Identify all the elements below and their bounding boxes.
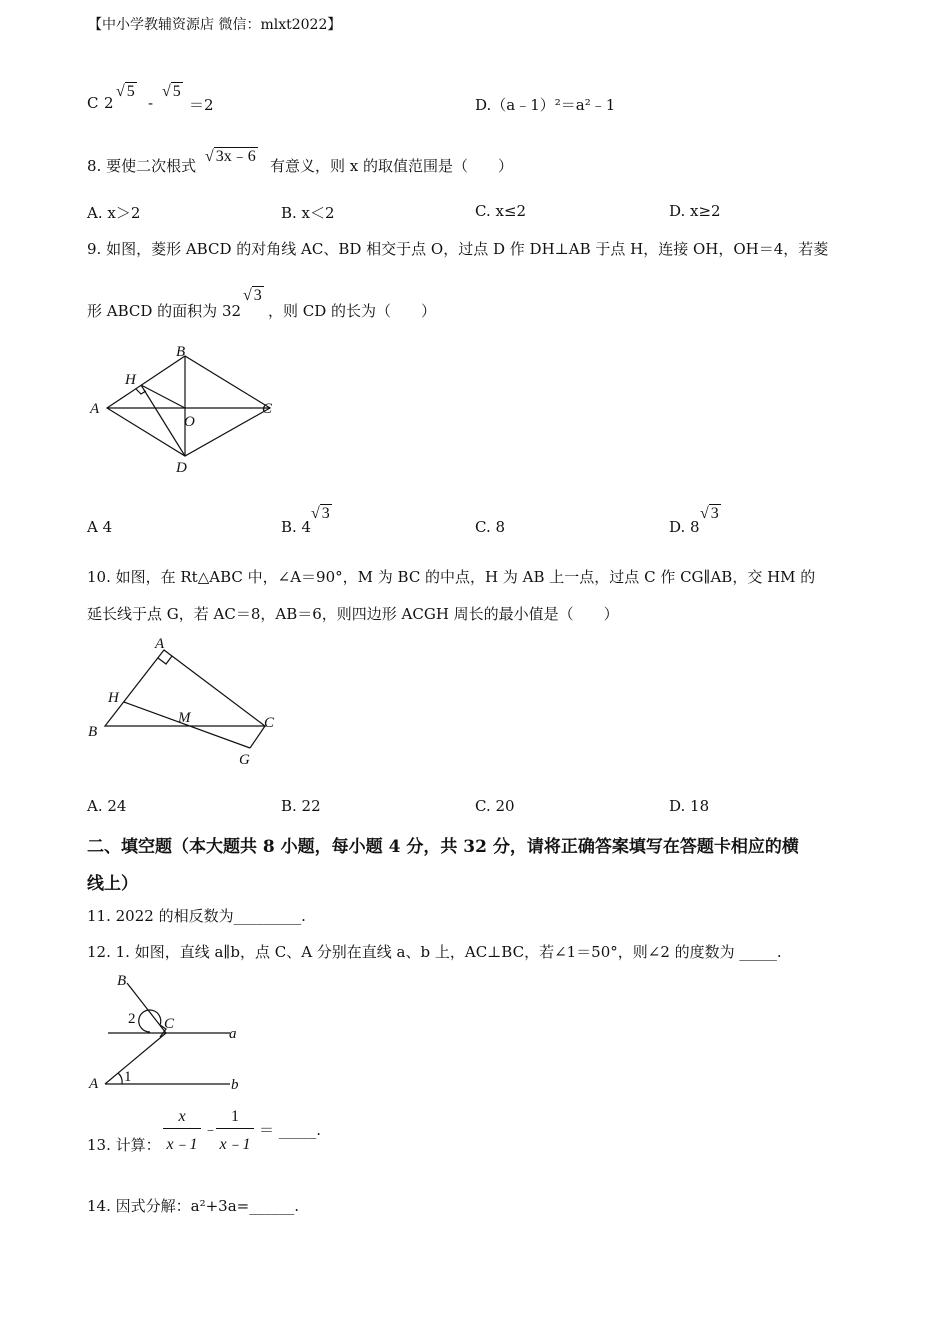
q9-option-b-radicand: 3 [321, 505, 330, 522]
q9-sqrt3: √ 3 [243, 287, 262, 304]
section2-title-line2: 线上） [87, 874, 138, 894]
q9-radicand: 3 [253, 287, 262, 304]
label-b: B [117, 973, 127, 989]
q13-denominator-1: x﹣1 [166, 1136, 198, 1153]
label-c: C [164, 1016, 175, 1032]
q7-c-label: C [87, 94, 99, 112]
q8-radicand: 3x﹣6 [215, 148, 256, 165]
q10-option-a: A. 24 [87, 797, 127, 815]
right-angle-mark-a [158, 656, 172, 664]
label-o: O [184, 414, 195, 430]
q13-tail: ＝ _____. [259, 1121, 322, 1139]
q14-text: 14. 因式分解：a²+3a=______. [87, 1197, 299, 1215]
q9-option-c: C. 8 [475, 518, 506, 536]
segment-dh [141, 385, 185, 456]
section2-title-line1: 二、填空题（本大题共 8 小题，每小题 4 分，共 32 分，请将正确答案填写在答题卡相应的横 [87, 837, 799, 857]
q9-line2a: 形 ABCD 的面积为 32 [87, 302, 242, 320]
q11-text: 11. 2022 的相反数为_________. [87, 907, 306, 925]
q8-option-d: D. x≥2 [669, 202, 721, 220]
label-h: H [125, 372, 136, 388]
angle-1-arc [118, 1073, 122, 1084]
q9-option-b: B. 4 [281, 518, 312, 536]
q10-option-b: B. 22 [281, 797, 321, 815]
q9-option-d: D. 8 [669, 518, 700, 536]
q13-label: 13. 计算： [87, 1136, 161, 1154]
q10-triangle-figure [80, 630, 290, 770]
q7-c-sqrt5-b: √ 5 [162, 83, 181, 100]
q12-parallel-lines-figure [80, 965, 260, 1095]
q7-c-prefix: 2 [104, 94, 114, 112]
label-a: A [89, 1076, 99, 1092]
label-h: H [108, 690, 119, 706]
label-d: D [176, 460, 187, 476]
q8-option-a: A. x＞2 [87, 204, 141, 222]
label-c: C [262, 401, 273, 417]
rhombus-abcd [107, 356, 270, 456]
label-g: G [239, 752, 250, 768]
label-b: B [176, 344, 186, 360]
label-m: M [178, 710, 191, 726]
q13-numerator-2: 1 [216, 1108, 254, 1129]
label-angle-1: 1 [124, 1069, 132, 1085]
q9-option-d-radicand: 3 [710, 505, 719, 522]
page-header: 【中小学教辅资源店 微信：mlxt2022】 [88, 17, 342, 33]
q7-c-minus: - [148, 94, 154, 112]
q7-c-radicand-a: 5 [126, 83, 135, 100]
q9-rhombus-figure [80, 338, 290, 478]
segment-cg [250, 726, 265, 748]
q10-line1: 10. 如图，在 Rt△ABC 中，∠A＝90°，M 为 BC 的中点，H 为 AB 上一点，过点 C 作 CG∥AB，交 HM 的 [87, 568, 816, 586]
label-b: B [88, 724, 98, 740]
q10-line2: 延长线于点 G，若 AC＝8，AB＝6，则四边形 ACGH 周长的最小值是（ ） [87, 605, 619, 623]
segment-ca [105, 1033, 166, 1084]
q7-option-d: D.（a﹣1）²＝a²﹣1 [475, 96, 616, 114]
q10-option-c: C. 20 [475, 797, 515, 815]
q8-stem-b: 有意义，则 x 的取值范围是（ ） [270, 157, 513, 175]
label-line-a: a [229, 1026, 237, 1042]
q13-denominator-2: x﹣1 [219, 1136, 251, 1153]
label-line-b: b [231, 1077, 239, 1093]
q9-option-d-sqrt3: √ 3 [700, 505, 719, 522]
label-angle-2: 2 [128, 1011, 136, 1027]
q7-c-suffix: ＝2 [189, 96, 214, 114]
q9-option-b-sqrt3: √ 3 [311, 505, 330, 522]
q8-sqrt: √ 3x﹣6 [205, 148, 256, 165]
q13-minus: ﹣ [203, 1120, 219, 1138]
q7-c-sqrt5-a: √ 5 [116, 83, 135, 100]
q9-option-a: A 4 [87, 518, 113, 536]
q8-option-b: B. x＜2 [281, 204, 335, 222]
q7-c-radicand-b: 5 [172, 83, 181, 100]
angle-2-arc [139, 1010, 161, 1032]
q9-line1: 9. 如图，菱形 ABCD 的对角线 AC、BD 相交于点 O，过点 D 作 DH⊥AB 于点 H，连接 OH，OH＝4，若菱 [87, 240, 829, 258]
label-a: A [90, 401, 100, 417]
q12-text: 12. 1. 如图，直线 a∥b，点 C、A 分别在直线 a、b 上，AC⊥BC，若∠1＝50°，则∠2 的度数为 _____. [87, 943, 782, 961]
q13-numerator-1: x [163, 1108, 201, 1129]
q8-stem-a: 8. 要使二次根式 [87, 157, 197, 175]
q8-option-c: C. x≤2 [475, 202, 527, 220]
label-a: A [155, 636, 165, 652]
label-c: C [264, 715, 275, 731]
q13-fraction-1 [163, 1108, 201, 1154]
q10-option-d: D. 18 [669, 797, 710, 815]
q9-line2b: ，则 CD 的长为（ ） [268, 302, 437, 320]
q13-fraction-2 [216, 1108, 254, 1154]
